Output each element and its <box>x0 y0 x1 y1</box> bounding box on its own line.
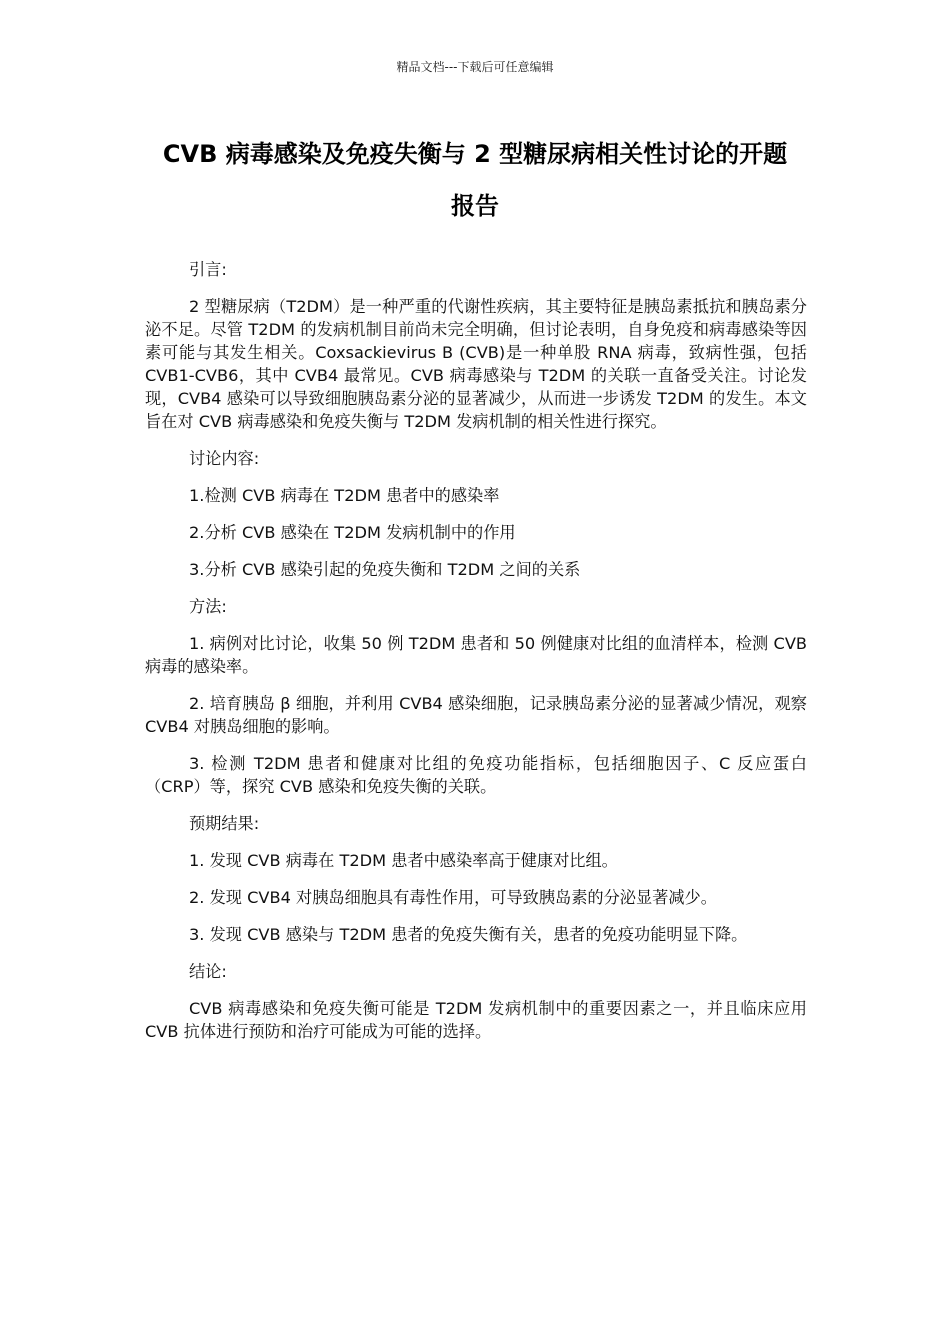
discussion-item-2: 2.分析 CVB 感染在 T2DM 发病机制中的作用 <box>189 523 516 542</box>
method-item-1: 1. 病例对比讨论，收集 50 例 T2DM 患者和 50 例健康对比组的血清样本，检测 CVB 病毒的感染率。 <box>145 634 807 676</box>
document-body <box>145 258 807 1057</box>
heading-introduction: 引言: <box>189 260 227 279</box>
heading-expected-results: 预期结果: <box>189 814 260 833</box>
title-line-2: 报告 <box>451 192 499 220</box>
result-item-3: 3. 发现 CVB 感染与 T2DM 患者的免疫失衡有关，患者的免疫功能明显下降。 <box>189 925 748 944</box>
page-header: 精品文档---下载后可任意编辑 <box>396 60 554 74</box>
result-item-1: 1. 发现 CVB 病毒在 T2DM 患者中感染率高于健康对比组。 <box>189 851 618 870</box>
heading-discussion-content: 讨论内容: <box>189 449 260 468</box>
discussion-item-3: 3.分析 CVB 感染引起的免疫失衡和 T2DM 之间的关系 <box>189 560 581 579</box>
heading-conclusion: 结论: <box>189 962 227 981</box>
title-line-1: CVB 病毒感染及免疫失衡与 2 型糖尿病相关性讨论的开题 <box>162 140 788 168</box>
paragraph-introduction: 2 型糖尿病（T2DM）是一种严重的代谢性疾病，其主要特征是胰岛素抵抗和胰岛素分泌不足。尽管 T2DM 的发病机制目前尚未完全明确，但讨论表明，自身免疫和病毒感染等因素可能与其发生相关。Coxsackievirus B (CVB)是一种单股 RNA 病毒，致病性强，包括 CVB1-CVB6，其中 CVB4 最常见。CVB 病毒感染与 T2DM 的关联一直备受关注。讨论发现，CVB4 感染可以导致细胞胰岛素分泌的显著减少，从而进一步诱发 T2DM 的发生。本文旨在对 CVB 病毒感染和免疫失衡与 T2DM 发病机制的相关性进行探究。 <box>145 297 807 431</box>
discussion-item-1: 1.检测 CVB 病毒在 T2DM 患者中的感染率 <box>189 486 500 505</box>
document-title <box>145 128 805 232</box>
method-item-3: 3. 检测 T2DM 患者和健康对比组的免疫功能指标，包括细胞因子、C 反应蛋白（CRP）等，探究 CVB 感染和免疫失衡的关联。 <box>145 754 807 796</box>
heading-methods: 方法: <box>189 597 227 616</box>
result-item-2: 2. 发现 CVB4 对胰岛细胞具有毒性作用，可导致胰岛素的分泌显著减少。 <box>189 888 717 907</box>
paragraph-conclusion: CVB 病毒感染和免疫失衡可能是 T2DM 发病机制中的重要因素之一，并且临床应用 CVB 抗体进行预防和治疗可能成为可能的选择。 <box>145 999 807 1041</box>
method-item-2: 2. 培育胰岛 β 细胞，并利用 CVB4 感染细胞，记录胰岛素分泌的显著减少情况，观察 CVB4 对胰岛细胞的影响。 <box>145 694 807 736</box>
